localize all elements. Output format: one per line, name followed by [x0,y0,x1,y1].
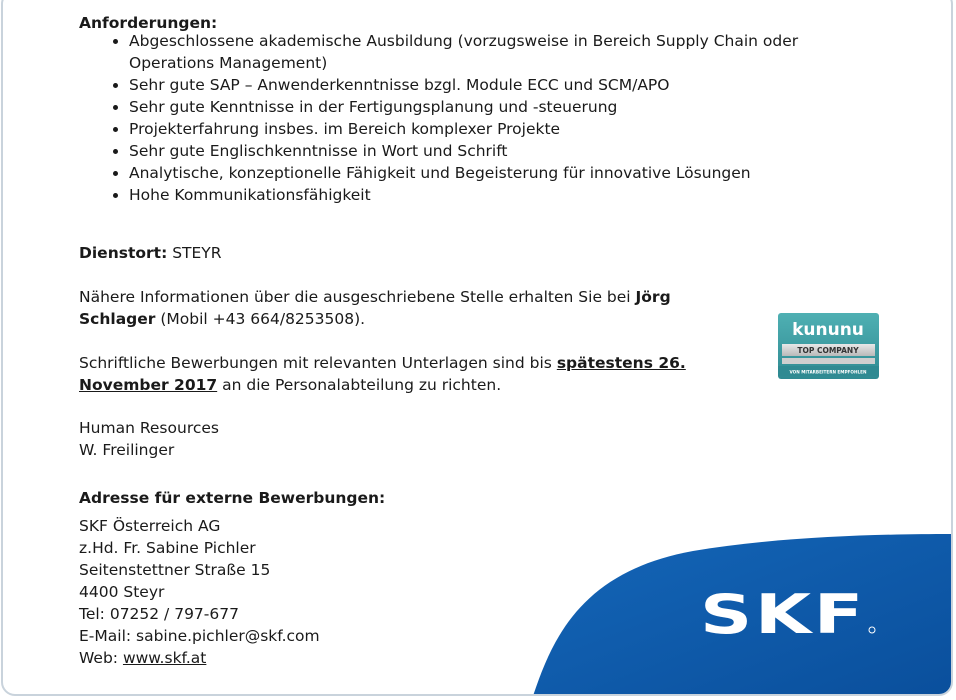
address-email: E-Mail: sabine.pichler@skf.com [79,627,320,645]
location-line [79,242,222,264]
address-heading: Adresse für externe Bewerbungen: [79,489,386,507]
document-frame [1,0,953,696]
deadline-text: Schriftliche Bewerbungen mit relevanten Unterlagen sind bis [79,354,557,372]
address-web [79,647,206,669]
deadline-line-1 [79,352,686,374]
kununu-logo: kununu [792,320,864,340]
signature-name: W. Freilinger [79,441,175,459]
info-line-1 [79,286,671,308]
skf-wordmark: SKF [700,588,866,638]
list-item: • Projekterfahrung insbes. im Bereich komplexer Projekte [129,118,869,140]
requirements-list [109,30,869,206]
web-label: Web: [79,649,123,667]
kununu-badge [778,313,879,379]
contact-last-name: Schlager [79,310,156,328]
address-attn: z.Hd. Fr. Sabine Pichler [79,539,256,557]
address-street: Seitenstettner Straße 15 [79,561,271,579]
address-city: 4400 Steyr [79,583,165,601]
deadline-text-cont: an die Personalabteilung zu richten. [217,376,502,394]
list-item: • Sehr gute Englischkenntnisse in Wort und Schrift [129,140,869,162]
requirements-heading: Anforderungen: [79,14,218,32]
address-company: SKF Österreich AG [79,517,221,535]
list-item: • Abgeschlossene akademische Ausbildung (vorzugsweise in Bereich Supply Chain oder Operations Management) [129,30,869,74]
list-item: • Sehr gute SAP – Anwenderkenntnisse bzgl. Module ECC und SCM/APO [129,74,869,96]
skf-logo [700,588,878,638]
kununu-title: TOP COMPANY [797,346,859,355]
info-line-2 [79,308,365,330]
list-item: • Sehr gute Kenntnisse in der Fertigungsplanung und -steuerung [129,96,869,118]
contact-first-name: Jörg [635,288,671,306]
info-text: Nähere Informationen über die ausgeschriebene Stelle erhalten Sie bei [79,288,636,306]
deadline-date: spätestens 26. [556,354,686,372]
kununu-subtitle: VON MITARBEITERN EMPFOHLEN [789,369,867,375]
list-item: • Analytische, konzeptionelle Fähigkeit und Begeisterung für innovative Lösungen [129,162,869,184]
web-link[interactable]: www.skf.at [122,649,207,667]
deadline-line-2 [79,374,501,396]
address-tel: Tel: 07252 / 797-677 [79,605,239,623]
deadline-date-cont: November 2017 [79,376,218,394]
contact-phone: (Mobil +43 664/8253508). [155,310,366,328]
signature-dept: Human Resources [79,419,219,437]
list-item: • Hohe Kommunikationsfähigkeit [129,184,869,206]
location-value: STEYR [167,244,222,262]
location-label: Dienstort: [79,244,168,262]
